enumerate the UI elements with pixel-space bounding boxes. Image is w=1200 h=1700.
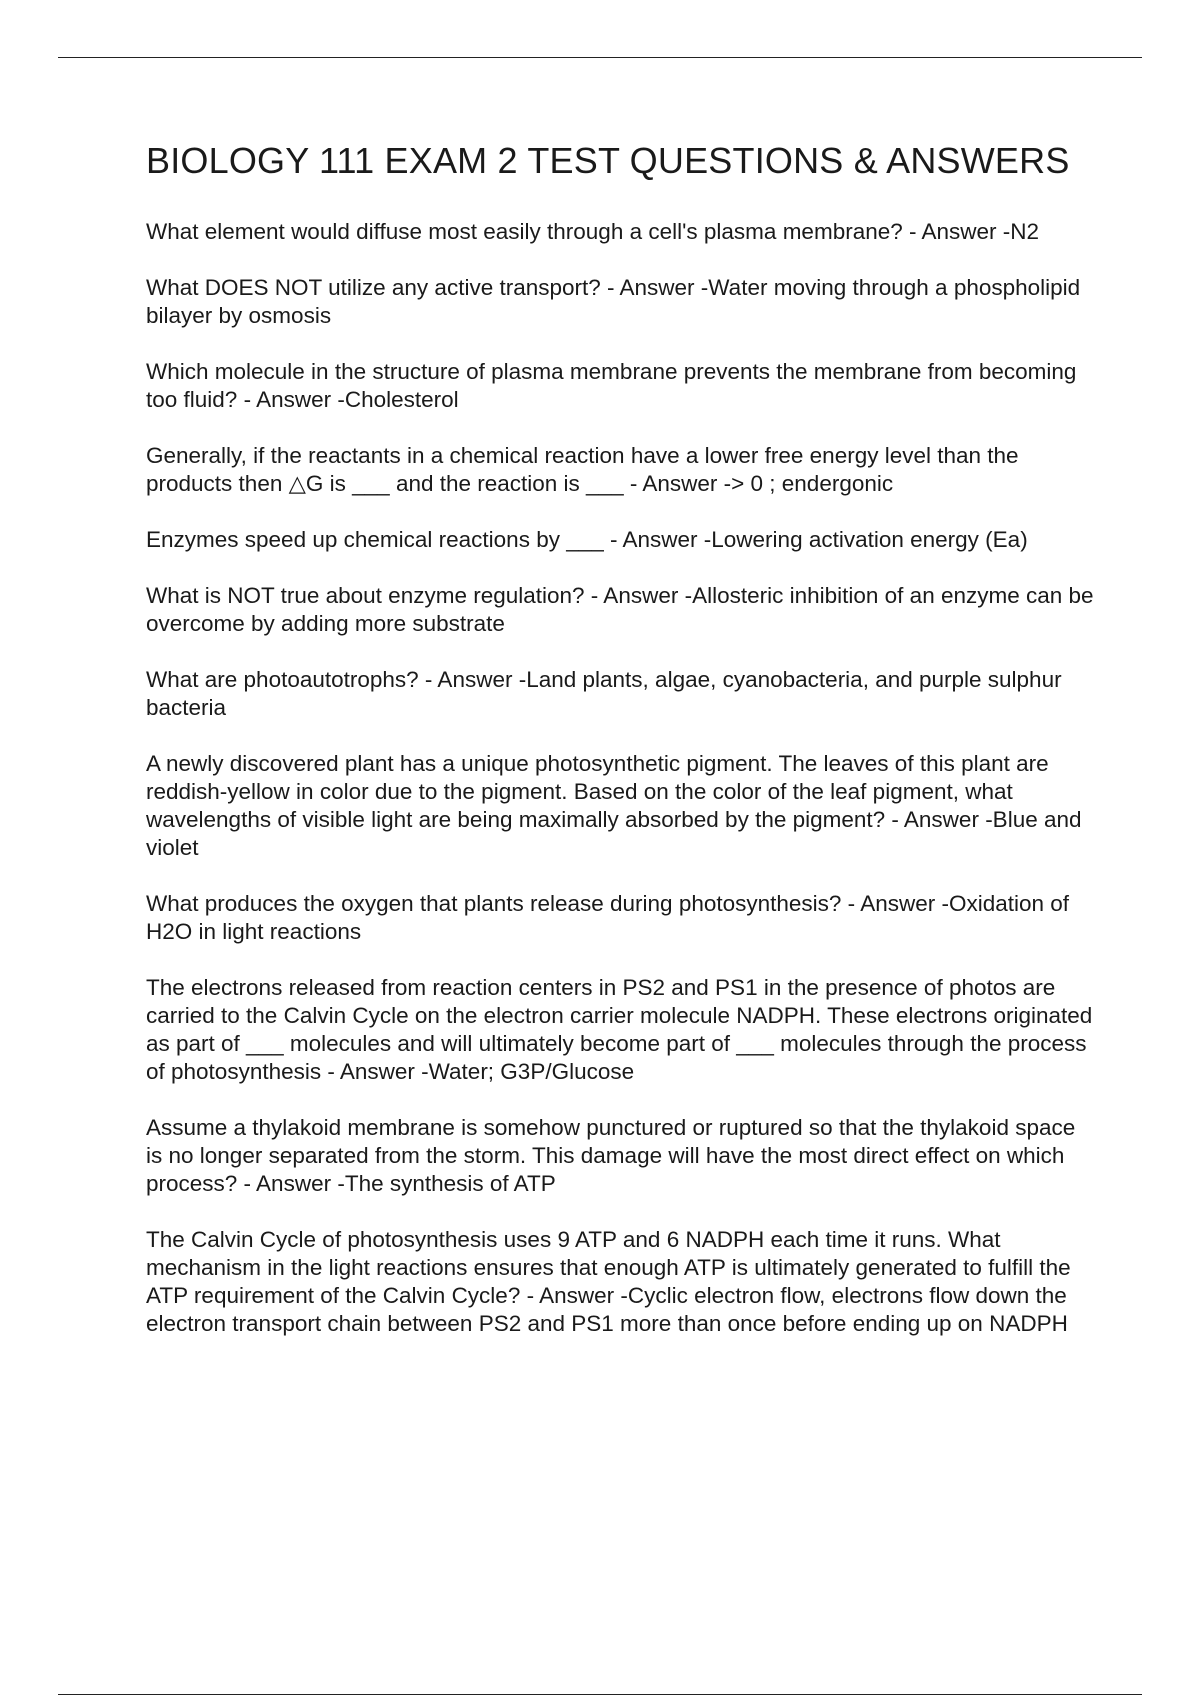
qa-item-1: What element would diffuse most easily through a cell's plasma membrane? - Answer -N2 [146, 219, 1040, 244]
qa-item-9: What produces the oxygen that plants release during photosynthesis? - Answer -Oxidation of H2O in light reactions [146, 891, 1070, 944]
qa-item-3: Which molecule in the structure of plasma membrane prevents the membrane from becoming too fluid? - Answer -Cholesterol [146, 359, 1077, 412]
qa-item-7: What are photoautotrophs? - Answer -Land plants, algae, cyanobacteria, and purple sulphur bacteria [146, 667, 1062, 720]
top-rule [58, 57, 1142, 58]
qa-item-2: What DOES NOT utilize any active transport? - Answer -Water moving through a phospholipid bilayer by osmosis [146, 275, 1081, 328]
qa-item-5: Enzymes speed up chemical reactions by ___ - Answer -Lowering activation energy (Ea) [146, 527, 1028, 552]
qa-item-10: The electrons released from reaction centers in PS2 and PS1 in the presence of photos are carried to the Calvin Cycle on the electron carrier molecule NADPH. These electrons originated as part of ___ molecules and will ultimately become part of ___ molecules through the process of photosynthesis - Answer -Water; G3P/Glucose [146, 975, 1093, 1084]
qa-item-6: What is NOT true about enzyme regulation? - Answer -Allosteric inhibition of an enzyme can be overcome by adding more substrate [146, 583, 1094, 636]
qa-item-12: The Calvin Cycle of photosynthesis uses 9 ATP and 6 NADPH each time it runs. What mechanism in the light reactions ensures that enough ATP is ultimately generated to fulfill the ATP requirement of the Calvin Cycle? - Answer -Cyclic electron flow, electrons flow down the electron transport chain between PS2 and PS1 more than once before ending up on NADPH [146, 1227, 1071, 1336]
document-page [146, 140, 1096, 1366]
qa-item-8: A newly discovered plant has a unique photosynthetic pigment. The leaves of this plant are reddish-yellow in color due to the pigment. Based on the color of the leaf pigment, what wavelengths of visible light are being maximally absorbed by the pigment? - Answer -Blue and violet [146, 751, 1082, 860]
qa-item-11: Assume a thylakoid membrane is somehow punctured or ruptured so that the thylakoid space is no longer separated from the storm. This damage will have the most direct effect on which process? - Answer -The synthesis of ATP [146, 1115, 1076, 1196]
qa-item-4: Generally, if the reactants in a chemical reaction have a lower free energy level than the products then △G is ___ and the reaction is ___ - Answer -> 0 ; endergonic [146, 443, 1019, 496]
document-title: BIOLOGY 111 EXAM 2 TEST QUESTIONS & ANSWERS [146, 140, 1070, 181]
bottom-rule [58, 1694, 1142, 1695]
